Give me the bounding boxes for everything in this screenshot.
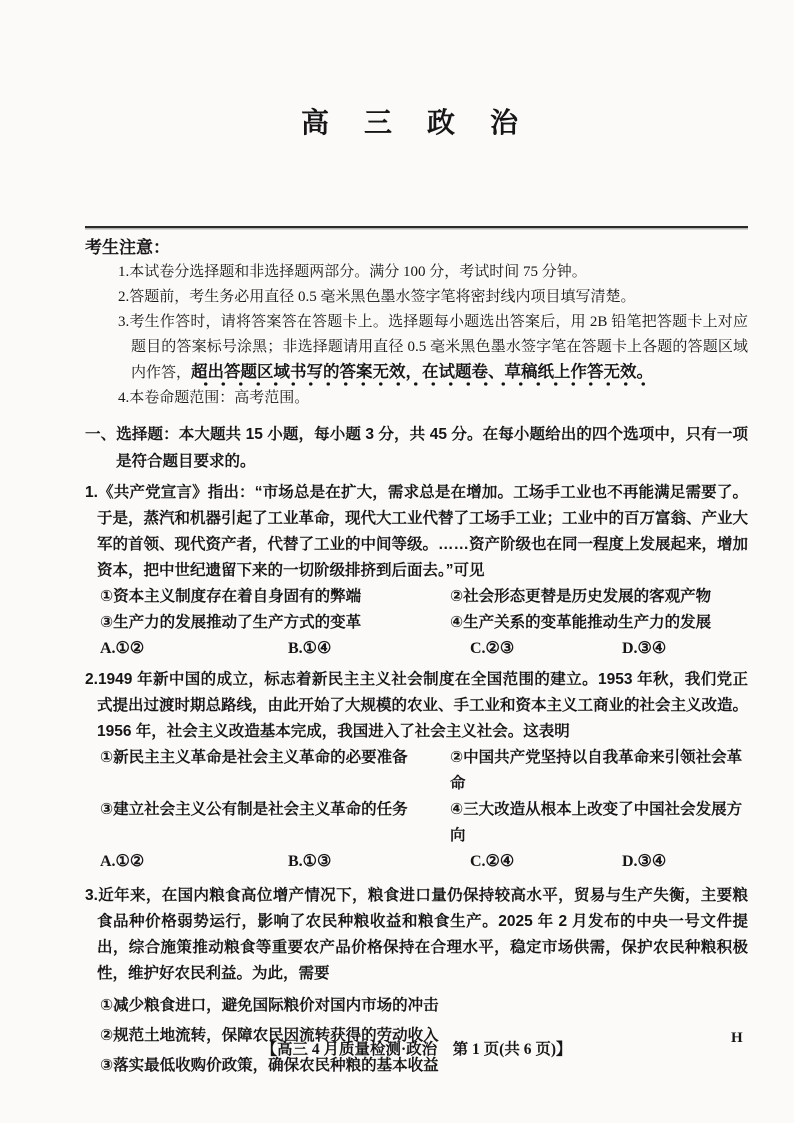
option-item: ②规范土地流转，保障农民因流转获得的劳动收入 bbox=[100, 1027, 439, 1044]
section-heading: 一、选择题：本大题共 15 小题，每小题 3 分，共 45 分。在每小题给出的四个选项中，只有一项是符合题目要求的。 bbox=[85, 426, 748, 470]
notice-item-3-text: 3.考生作答时，请将答案答在答题卡上。选择题每小题选出答案后，用 2B 铅笔把答题卡上对应题目的答案标号涂黑；非选择题请用直径 0.5 毫米黑色墨水签字笔在答题卡上各题的答题区域内作答， bbox=[118, 314, 748, 381]
divider-line bbox=[85, 226, 748, 228]
choice-item: C.②④ bbox=[470, 853, 515, 870]
question-1 bbox=[85, 480, 748, 662]
option-item: ②社会形态更替是历史发展的客观产物 bbox=[450, 588, 712, 605]
question-1-options-row-2 bbox=[85, 610, 748, 636]
question-2-number: 2. bbox=[85, 671, 98, 688]
question-2-choices bbox=[85, 849, 748, 875]
notice-item-3-emphasis: 超出答题区域书写的答案无效，在试题卷、草稿纸上作答无效。 bbox=[191, 363, 653, 387]
notice-item-2: 2.答题前，考生务必用直径 0.5 毫米黑色墨水签字笔将密封线内项目填写清楚。 bbox=[118, 289, 636, 305]
notice-heading: 考生注意： bbox=[85, 238, 170, 257]
option-item: ③落实最低收购价政策，确保农民种粮的基本收益 bbox=[100, 1057, 439, 1074]
version-letter: H bbox=[731, 1030, 743, 1046]
question-2-text: 1949 年新中国的成立，标志着新民主主义社会制度在全国范围的建立。1953 年秋，我们党正式提出过渡时期总路线，由此开始了大规模的农业、手工业和资本主义工商业的社会主义改造。1956 年，社会主义改造基本完成，我国进入了社会主义社会。这表明 bbox=[97, 671, 749, 740]
choice-item: D.③④ bbox=[622, 640, 667, 657]
choice-item: A.①② bbox=[100, 640, 145, 657]
option-item: ③生产力的发展推动了生产方式的变革 bbox=[100, 614, 362, 631]
question-2-options-row-2 bbox=[85, 797, 748, 849]
notice-item-4: 4.本卷命题范围：高考范围。 bbox=[118, 390, 310, 406]
question-1-number: 1. bbox=[85, 484, 98, 501]
notice-item-1: 1.本试卷分选择题和非选择题两部分。满分 100 分，考试时间 75 分钟。 bbox=[118, 264, 587, 280]
question-3-text: 近年来，在国内粮食高位增产情况下，粮食进口量仍保持较高水平，贸易与生产失衡，主要粮食品种价格弱势运行，影响了农民种粮收益和粮食生产。2025 年 2 月发布的中央一号文件提出，综合施策推动粮食等重要农产品价格保持在合理水平，稳定市场供需，保护农民种粮积极性，维护好农民利益。为此，需要 bbox=[97, 887, 748, 982]
question-3-stem bbox=[85, 883, 748, 987]
question-3-number: 3. bbox=[85, 887, 98, 904]
page-title: 高 三 政 治 bbox=[300, 108, 532, 139]
option-item: ①新民主主义革命是社会主义革命的必要准备 bbox=[100, 749, 408, 766]
question-1-stem bbox=[85, 480, 748, 584]
option-item: ④三大改造从根本上改变了中国社会发展方向 bbox=[450, 801, 743, 844]
question-1-choices bbox=[85, 636, 748, 662]
choice-item: C.②③ bbox=[470, 640, 515, 657]
choice-item: B.①③ bbox=[288, 853, 332, 870]
choice-item: B.①④ bbox=[288, 640, 332, 657]
notice-item-3 bbox=[118, 310, 748, 386]
question-2-options-row-1 bbox=[85, 745, 748, 797]
choice-item: A.①② bbox=[100, 853, 145, 870]
option-item: ④生产关系的变革能推动生产力的发展 bbox=[450, 614, 712, 631]
choice-item: D.③④ bbox=[622, 853, 667, 870]
question-2-stem bbox=[85, 667, 748, 745]
option-item: ②中国共产党坚持以自我革命来引领社会革命 bbox=[450, 749, 743, 792]
page-footer: 【高三 4 月质量检测·政治 第 1 页(共 6 页)】 bbox=[261, 1041, 572, 1058]
question-1-text: 《共产党宣言》指出：“市场总是在扩大，需求总是在增加。工场手工业也不再能满足需要了。于是，蒸汽和机器引起了工业革命，现代大工业代替了工场手工业；工业中的百万富翁、产业大军的首领、现代资产者，代替了工业的中间等级。……资产阶级也在同一程度上发展起来，增加资本，把中世纪遗留下来的一切阶级排挤到后面去。”可见 bbox=[97, 484, 749, 579]
question-1-options-row-1 bbox=[85, 584, 748, 610]
option-item: ①资本主义制度存在着自身固有的弊端 bbox=[100, 588, 362, 605]
question-2 bbox=[85, 667, 748, 875]
option-item: ③建立社会主义公有制是社会主义革命的任务 bbox=[100, 801, 408, 818]
option-item: ①减少粮食进口，避免国际粮价对国内市场的冲击 bbox=[100, 997, 439, 1014]
